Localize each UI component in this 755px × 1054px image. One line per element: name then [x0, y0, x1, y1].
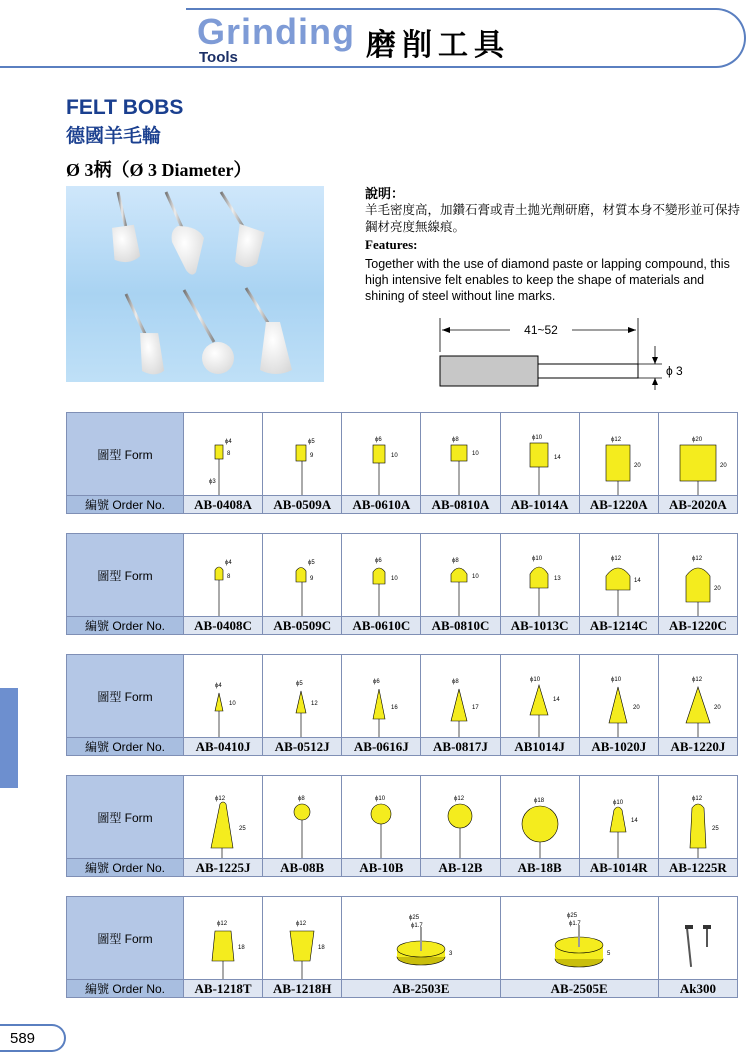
dim-diameter: ϕ10 — [375, 796, 386, 802]
form-cell — [184, 413, 263, 496]
dim-diameter: ϕ18 — [533, 798, 544, 804]
dim-diameter: ϕ10 — [531, 435, 542, 441]
form-cell — [263, 776, 342, 859]
dim-length: 10 — [391, 453, 399, 459]
dim-length: 8 — [227, 574, 231, 580]
order-code: AB-1220A — [579, 496, 658, 514]
order-label: 編號 Order No. — [67, 980, 184, 998]
form-cell — [184, 534, 263, 617]
form-cell — [579, 534, 658, 617]
dim-diameter: ϕ12 — [691, 556, 702, 562]
dim-length: 20 — [713, 705, 721, 711]
table-row-group-3 — [66, 654, 738, 756]
order-label: 編號 Order No. — [67, 859, 184, 877]
order-code: AB-1020J — [579, 738, 658, 756]
order-code: AB-1218T — [184, 980, 263, 998]
form-cell — [500, 413, 579, 496]
order-code: AB-0512J — [263, 738, 342, 756]
dim-length: 9 — [310, 576, 314, 582]
dim-diameter: ϕ20 — [691, 437, 702, 443]
desc-text-en: Together with the use of diamond paste or lapping compound, this high intensive felt enables to keep the shape of materials and shining of steel without line marks. — [365, 257, 730, 303]
dim-diameter: ϕ5 — [308, 439, 315, 445]
form-cell — [500, 776, 579, 859]
form-cell — [658, 413, 737, 496]
dim-diameter: ϕ6 — [375, 437, 383, 443]
form-cell — [658, 776, 737, 859]
header-title-zh: 磨削工具 — [366, 28, 510, 63]
dim-diameter: ϕ25 — [408, 915, 419, 921]
dim-diameter: ϕ8 — [452, 679, 460, 685]
dim-length: 18 — [238, 945, 245, 951]
form-cell — [263, 534, 342, 617]
order-code: AB-0616J — [342, 738, 421, 756]
dim-diameter: ϕ12 — [454, 796, 465, 802]
form-cell — [500, 897, 658, 980]
dim-diameter: ϕ4 — [225, 439, 232, 445]
order-code: AB-0610A — [342, 496, 421, 514]
drawing-shank-label: ϕ 3 — [666, 364, 683, 378]
form-cell — [263, 655, 342, 738]
form-cell — [658, 534, 737, 617]
dim-length: 12 — [311, 701, 318, 707]
dim-length: 17 — [472, 705, 480, 711]
header-title-en-sub: Tools — [199, 49, 238, 66]
dim-length: 20 — [632, 705, 640, 711]
form-cell — [421, 655, 500, 738]
section-subtitle: Ø 3柄（Ø 3 Diameter） — [66, 160, 252, 180]
dim-length: 10 — [229, 701, 236, 707]
form-cell — [579, 655, 658, 738]
dim-length: 14 — [552, 697, 560, 703]
order-code: AB-1014A — [500, 496, 579, 514]
dim-hole: ϕ1.7 — [569, 921, 581, 927]
form-cell — [263, 897, 342, 980]
dim-length: 8 — [227, 451, 231, 457]
form-cell — [579, 413, 658, 496]
page-number-frame — [0, 1024, 66, 1052]
order-code: AB-10B — [342, 859, 421, 877]
dim-diameter: ϕ12 — [610, 437, 621, 443]
dim-diameter: ϕ10 — [610, 677, 621, 683]
dim-diameter: ϕ12 — [217, 921, 228, 927]
dim-diameter: ϕ12 — [215, 796, 226, 802]
order-code: AB-1220C — [658, 617, 737, 635]
dim-diameter: ϕ6 — [373, 679, 381, 685]
order-code: AB-0610C — [342, 617, 421, 635]
dim-diameter: ϕ5 — [296, 681, 303, 687]
form-cell — [421, 534, 500, 617]
order-code: AB-1014R — [579, 859, 658, 877]
dim-diameter: ϕ8 — [298, 796, 305, 802]
table-row-group-4 — [66, 775, 738, 877]
dim-hole: ϕ1.7 — [410, 923, 423, 929]
dim-length: 13 — [553, 576, 561, 582]
header-underline — [0, 66, 190, 68]
dim-diameter: ϕ10 — [612, 800, 623, 806]
form-label: 圖型 Form — [67, 655, 184, 738]
order-code: Ak300 — [658, 980, 737, 998]
section-title-en: FELT BOBS — [66, 96, 184, 119]
dim-diameter: ϕ6 — [375, 558, 383, 564]
dim-diameter: ϕ10 — [531, 556, 542, 562]
section-title-zh: 德國羊毛輪 — [66, 125, 162, 147]
form-cell — [184, 897, 263, 980]
dim-length: 9 — [310, 453, 314, 459]
dim-length: 25 — [711, 826, 719, 832]
form-cell — [184, 655, 263, 738]
form-cell — [421, 413, 500, 496]
dim-length: 25 — [239, 826, 246, 832]
dim-length: 20 — [633, 463, 641, 469]
order-code: AB-0408C — [184, 617, 263, 635]
dim-diameter: ϕ25 — [567, 913, 578, 919]
form-cell — [342, 897, 500, 980]
desc-text-zh: 羊毛密度高，加鑽石膏或青土拋光劑研磨，材質本身不變形並可保持鋼材亮度無線痕。 — [365, 202, 741, 234]
dim-length: 14 — [553, 455, 561, 461]
table-row-group-2 — [66, 533, 738, 635]
form-cell — [184, 776, 263, 859]
dim-length: 14 — [630, 818, 638, 824]
order-code: AB-1225R — [658, 859, 737, 877]
form-cell — [421, 776, 500, 859]
form-cell — [342, 413, 421, 496]
form-cell — [342, 534, 421, 617]
order-code: AB-0509C — [263, 617, 342, 635]
form-cell — [263, 413, 342, 496]
dim-diameter: ϕ8 — [452, 437, 460, 443]
dim-diameter: ϕ12 — [296, 921, 307, 927]
form-cell — [342, 776, 421, 859]
order-code: AB-12B — [421, 859, 500, 877]
form-cell — [658, 655, 737, 738]
dim-length: 10 — [391, 576, 399, 582]
order-code: AB-08B — [263, 859, 342, 877]
order-code: AB-1225J — [184, 859, 263, 877]
form-cell — [500, 534, 579, 617]
dim-length: 14 — [633, 578, 641, 584]
dim-diameter: ϕ4 — [215, 683, 222, 689]
dim-thickness: 5 — [607, 951, 611, 957]
dim-length: 18 — [318, 945, 325, 951]
order-code: AB-0817J — [421, 738, 500, 756]
drawing-length-label: 41~52 — [524, 323, 558, 337]
form-label: 圖型 Form — [67, 776, 184, 859]
dim-diameter: ϕ4 — [225, 560, 232, 566]
order-code: AB-0408A — [184, 496, 263, 514]
desc-label-zh: 說明： — [365, 187, 405, 202]
side-index-tab — [0, 688, 18, 788]
page-number: 589 — [10, 1030, 36, 1047]
order-code: AB-1013C — [500, 617, 579, 635]
form-cell — [500, 655, 579, 738]
order-code: AB-18B — [500, 859, 579, 877]
form-cell — [658, 897, 737, 980]
dim-diameter: ϕ12 — [691, 677, 702, 683]
dim-diameter: ϕ5 — [308, 560, 315, 566]
order-label: 編號 Order No. — [67, 496, 184, 514]
dim-thickness: 3 — [448, 951, 453, 957]
order-code: AB-2020A — [658, 496, 737, 514]
form-label: 圖型 Form — [67, 897, 184, 980]
dim-length: 20 — [713, 586, 721, 592]
form-label: 圖型 Form — [67, 534, 184, 617]
dim-length: 16 — [391, 705, 399, 711]
dim-length: 10 — [472, 574, 480, 580]
product-photo — [66, 186, 324, 382]
form-label: 圖型 Form — [67, 413, 184, 496]
order-code: AB-2503E — [342, 980, 500, 998]
table-row-group-1 — [66, 412, 738, 514]
dim-diameter: ϕ10 — [529, 677, 540, 683]
order-code: AB-1220J — [658, 738, 737, 756]
form-cell — [579, 776, 658, 859]
dim-length: 10 — [472, 451, 480, 457]
header-title-en: Grinding — [197, 11, 355, 52]
dim-diameter: ϕ12 — [610, 556, 621, 562]
desc-label-en: Features: — [365, 237, 418, 252]
order-label: 編號 Order No. — [67, 738, 184, 756]
form-cell — [342, 655, 421, 738]
order-code: AB-0509A — [263, 496, 342, 514]
order-label: 編號 Order No. — [67, 617, 184, 635]
order-code: AB-0410J — [184, 738, 263, 756]
order-code: AB-0810A — [421, 496, 500, 514]
order-code: AB-2505E — [500, 980, 658, 998]
order-code: AB-1218H — [263, 980, 342, 998]
order-code: AB1014J — [500, 738, 579, 756]
dim-diameter: ϕ8 — [452, 558, 460, 564]
order-code: AB-1214C — [579, 617, 658, 635]
order-code: AB-0810C — [421, 617, 500, 635]
dim-shank: ϕ3 — [209, 479, 216, 485]
table-row-group-5 — [66, 896, 738, 998]
dim-length: 20 — [719, 463, 727, 469]
dim-diameter: ϕ12 — [691, 796, 702, 802]
dimension-drawing — [430, 316, 700, 392]
